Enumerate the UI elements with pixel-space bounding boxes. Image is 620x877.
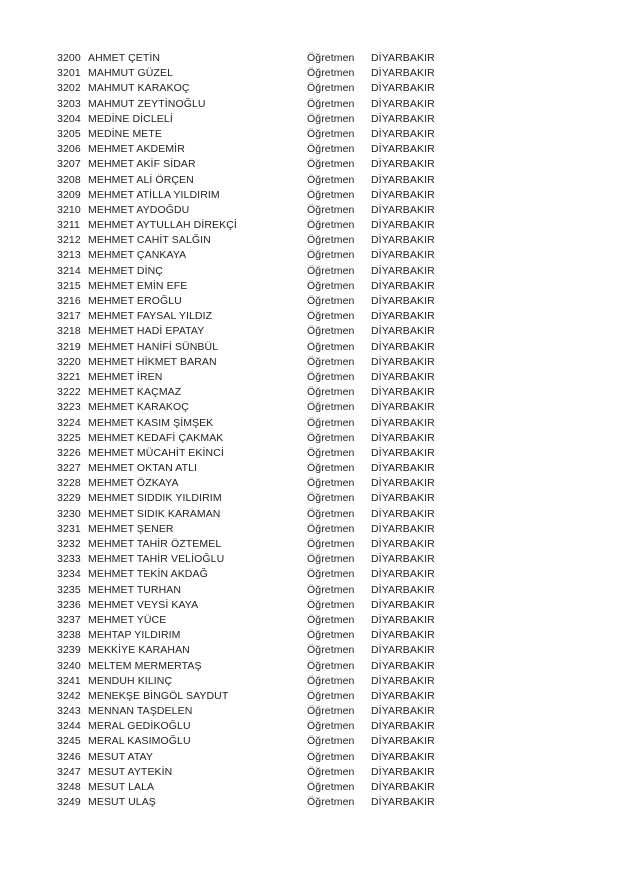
row-name: MESUT AYTEKİN: [88, 765, 173, 778]
list-row: [57, 233, 620, 248]
row-city: DİYARBAKIR: [371, 112, 435, 125]
row-number: 3205: [57, 127, 81, 140]
row-name: MESUT ULAŞ: [88, 796, 156, 809]
list-row: [57, 248, 620, 263]
list-row: [57, 765, 620, 780]
row-city: DİYARBAKIR: [371, 446, 435, 459]
row-name: MEDİNE METE: [88, 127, 163, 140]
row-city: DİYARBAKIR: [371, 67, 435, 80]
row-name: MEHMET SIDIK KARAMAN: [88, 507, 221, 520]
row-role: Öğretmen: [307, 325, 355, 338]
row-role: Öğretmen: [307, 507, 355, 520]
list-row: [57, 370, 620, 385]
row-role: Öğretmen: [307, 188, 355, 201]
row-name: MELTEM MERMERTAŞ: [88, 659, 202, 672]
row-role: Öğretmen: [307, 264, 355, 277]
row-city: DİYARBAKIR: [371, 234, 435, 247]
row-role: Öğretmen: [307, 143, 355, 156]
row-number: 3213: [57, 249, 81, 262]
row-number: 3210: [57, 203, 81, 216]
list-row: [57, 97, 620, 112]
list-row: [57, 309, 620, 324]
row-number: 3246: [57, 750, 81, 763]
row-city: DİYARBAKIR: [371, 507, 435, 520]
row-city: DİYARBAKIR: [371, 613, 435, 626]
list-row: [57, 643, 620, 658]
list-row: [57, 127, 620, 142]
list-row: [57, 491, 620, 506]
row-role: Öğretmen: [307, 796, 355, 809]
row-role: Öğretmen: [307, 401, 355, 414]
list-row: [57, 628, 620, 643]
row-number: 3240: [57, 659, 81, 672]
row-role: Öğretmen: [307, 659, 355, 672]
row-city: DİYARBAKIR: [371, 644, 435, 657]
row-number: 3221: [57, 370, 81, 383]
list-row: [57, 734, 620, 749]
row-role: Öğretmen: [307, 644, 355, 657]
row-city: DİYARBAKIR: [371, 431, 435, 444]
row-name: MEHMET KEDAFİ ÇAKMAK: [88, 431, 224, 444]
row-number: 3206: [57, 143, 81, 156]
row-role: Öğretmen: [307, 583, 355, 596]
row-role: Öğretmen: [307, 735, 355, 748]
row-number: 3225: [57, 431, 81, 444]
row-role: Öğretmen: [307, 67, 355, 80]
row-name: MEHMET TEKİN AKDAĞ: [88, 568, 208, 581]
row-city: DİYARBAKIR: [371, 629, 435, 642]
row-city: DİYARBAKIR: [371, 219, 435, 232]
list-row: [57, 461, 620, 476]
row-number: 3200: [57, 52, 81, 64]
row-name: MEHMET AYDOĞDU: [88, 203, 190, 216]
row-city: DİYARBAKIR: [371, 173, 435, 186]
row-city: DİYARBAKIR: [371, 462, 435, 475]
list-row: [57, 81, 620, 96]
row-city: DİYARBAKIR: [371, 492, 435, 505]
row-city: DİYARBAKIR: [371, 750, 435, 763]
row-city: DİYARBAKIR: [371, 568, 435, 581]
row-role: Öğretmen: [307, 355, 355, 368]
row-number: 3241: [57, 674, 81, 687]
row-city: DİYARBAKIR: [371, 52, 435, 64]
row-name: MEHMET ALİ ÖRÇEN: [88, 173, 194, 186]
row-city: DİYARBAKIR: [371, 796, 435, 809]
row-number: 3235: [57, 583, 81, 596]
list-row: [57, 188, 620, 203]
row-role: Öğretmen: [307, 765, 355, 778]
row-number: 3207: [57, 158, 81, 171]
list-row: [57, 613, 620, 628]
row-number: 3234: [57, 568, 81, 581]
row-role: Öğretmen: [307, 97, 355, 110]
personnel-list: [0, 51, 620, 810]
row-number: 3212: [57, 234, 81, 247]
list-row: [57, 780, 620, 795]
row-role: Öğretmen: [307, 689, 355, 702]
row-role: Öğretmen: [307, 340, 355, 353]
row-number: 3238: [57, 629, 81, 642]
row-number: 3239: [57, 644, 81, 657]
row-name: MAHMUT KARAKOÇ: [88, 82, 190, 95]
list-row: [57, 522, 620, 537]
row-name: MEHMET ATİLLA YILDIRIM: [88, 188, 220, 201]
row-name: MEHMET İREN: [88, 370, 163, 383]
row-role: Öğretmen: [307, 234, 355, 247]
row-name: MEHMET AKDEMİR: [88, 143, 185, 156]
row-city: DİYARBAKIR: [371, 355, 435, 368]
row-name: MEHMET KAÇMAZ: [88, 386, 182, 399]
list-row: [57, 507, 620, 522]
row-role: Öğretmen: [307, 462, 355, 475]
row-number: 3211: [57, 219, 80, 232]
row-role: Öğretmen: [307, 310, 355, 323]
row-city: DİYARBAKIR: [371, 674, 435, 687]
list-row: [57, 66, 620, 81]
list-row: [57, 279, 620, 294]
row-name: MENNAN TAŞDELEN: [88, 705, 193, 718]
row-number: 3242: [57, 689, 81, 702]
list-row: [57, 218, 620, 233]
row-city: DİYARBAKIR: [371, 188, 435, 201]
row-number: 3232: [57, 538, 81, 550]
row-role: Öğretmen: [307, 112, 355, 125]
row-role: Öğretmen: [307, 538, 355, 550]
row-city: DİYARBAKIR: [371, 264, 435, 277]
row-city: DİYARBAKIR: [371, 553, 435, 566]
row-role: Öğretmen: [307, 416, 355, 429]
list-row: [57, 264, 620, 279]
row-number: 3230: [57, 507, 81, 520]
row-role: Öğretmen: [307, 477, 355, 490]
row-name: MEHMET KASIM ŞİMŞEK: [88, 416, 214, 429]
row-name: MEHMET TAHİR VELİOĞLU: [88, 553, 225, 566]
row-city: DİYARBAKIR: [371, 720, 435, 733]
row-number: 3249: [57, 796, 81, 809]
row-name: MEKKİYE KARAHAN: [88, 644, 190, 657]
row-city: DİYARBAKIR: [371, 249, 435, 262]
row-name: MENDUH KILINÇ: [88, 674, 173, 687]
row-role: Öğretmen: [307, 386, 355, 399]
list-row: [57, 203, 620, 218]
row-number: 3216: [57, 295, 81, 307]
row-city: DİYARBAKIR: [371, 143, 435, 156]
row-number: 3245: [57, 735, 81, 748]
list-row: [57, 446, 620, 461]
row-city: DİYARBAKIR: [371, 522, 435, 535]
list-row: [57, 355, 620, 370]
row-name: MEHMET AYTULLAH DİREKÇİ: [88, 219, 237, 232]
row-number: 3236: [57, 598, 81, 611]
row-name: MEHMET YÜCE: [88, 613, 167, 626]
row-city: DİYARBAKIR: [371, 659, 435, 672]
row-number: 3243: [57, 705, 81, 718]
row-role: Öğretmen: [307, 279, 355, 292]
row-name: MAHMUT GÜZEL: [88, 67, 174, 80]
row-name: MEHMET OKTAN ATLI: [88, 462, 198, 475]
row-role: Öğretmen: [307, 52, 355, 64]
list-row: [57, 567, 620, 582]
row-role: Öğretmen: [307, 295, 355, 307]
row-name: MEHMET EMİN EFE: [88, 279, 188, 292]
row-name: MEHMET HİKMET BARAN: [88, 355, 217, 368]
row-number: 3226: [57, 446, 81, 459]
row-name: MEHMET HADİ EPATAY: [88, 325, 205, 338]
row-city: DİYARBAKIR: [371, 310, 435, 323]
row-city: DİYARBAKIR: [371, 401, 435, 414]
row-role: Öğretmen: [307, 553, 355, 566]
list-row: [57, 431, 620, 446]
row-name: MEHMET ŞENER: [88, 522, 174, 535]
row-number: 3237: [57, 613, 81, 626]
row-city: DİYARBAKIR: [371, 97, 435, 110]
row-name: MEHTAP YILDIRIM: [88, 629, 181, 642]
row-city: DİYARBAKIR: [371, 158, 435, 171]
row-number: 3227: [57, 462, 81, 475]
row-name: MEHMET TURHAN: [88, 583, 182, 596]
list-row: [57, 476, 620, 491]
row-name: MEHMET ÖZKAYA: [88, 477, 179, 490]
row-role: Öğretmen: [307, 431, 355, 444]
row-name: MEHMET VEYSİ KAYA: [88, 598, 199, 611]
list-row: [57, 157, 620, 172]
row-role: Öğretmen: [307, 781, 355, 793]
row-city: DİYARBAKIR: [371, 279, 435, 292]
row-number: 3204: [57, 112, 81, 125]
list-row: [57, 704, 620, 719]
list-row: [57, 385, 620, 400]
row-number: 3233: [57, 553, 81, 566]
row-role: Öğretmen: [307, 613, 355, 626]
list-row: [57, 112, 620, 127]
list-row: [57, 400, 620, 415]
row-name: MEHMET DİNÇ: [88, 264, 163, 277]
list-row: [57, 795, 620, 810]
row-name: MESUT LALA: [88, 781, 155, 793]
list-row: [57, 51, 620, 66]
row-name: MESUT ATAY: [88, 750, 153, 763]
row-role: Öğretmen: [307, 720, 355, 733]
row-city: DİYARBAKIR: [371, 203, 435, 216]
row-number: 3223: [57, 401, 81, 414]
row-number: 3229: [57, 492, 81, 505]
row-role: Öğretmen: [307, 249, 355, 262]
row-number: 3219: [57, 340, 81, 353]
row-role: Öğretmen: [307, 158, 355, 171]
row-name: MEHMET MÜCAHİT EKİNCİ: [88, 446, 224, 459]
row-number: 3220: [57, 355, 81, 368]
row-city: DİYARBAKIR: [371, 370, 435, 383]
row-role: Öğretmen: [307, 219, 355, 232]
row-number: 3214: [57, 264, 81, 277]
list-row: [57, 294, 620, 309]
list-row: [57, 674, 620, 689]
row-name: MERAL GEDİKOĞLU: [88, 720, 191, 733]
list-row: [57, 416, 620, 431]
row-number: 3208: [57, 173, 81, 186]
row-number: 3247: [57, 765, 81, 778]
row-city: DİYARBAKIR: [371, 689, 435, 702]
row-number: 3203: [57, 97, 81, 110]
row-number: 3217: [57, 310, 81, 323]
list-row: [57, 142, 620, 157]
row-name: MEHMET KARAKOÇ: [88, 401, 189, 414]
row-role: Öğretmen: [307, 370, 355, 383]
list-row: [57, 598, 620, 613]
row-name: MERAL KASIMOĞLU: [88, 735, 191, 748]
row-name: MEHMET HANİFİ SÜNBÜL: [88, 340, 219, 353]
row-name: MAHMUT ZEYTİNOĞLU: [88, 97, 206, 110]
row-city: DİYARBAKIR: [371, 477, 435, 490]
row-number: 3248: [57, 781, 81, 793]
row-number: 3244: [57, 720, 81, 733]
row-name: MEHMET SIDDIK YILDIRIM: [88, 492, 222, 505]
row-role: Öğretmen: [307, 82, 355, 95]
row-number: 3228: [57, 477, 81, 490]
row-number: 3209: [57, 188, 81, 201]
row-number: 3218: [57, 325, 81, 338]
row-name: MENEKŞE BİNGÖL SAYDUT: [88, 689, 229, 702]
row-name: MEHMET AKİF SİDAR: [88, 158, 196, 171]
row-number: 3202: [57, 82, 81, 95]
list-row: [57, 324, 620, 339]
list-row: [57, 537, 620, 552]
row-city: DİYARBAKIR: [371, 127, 435, 140]
row-role: Öğretmen: [307, 629, 355, 642]
row-city: DİYARBAKIR: [371, 340, 435, 353]
row-name: MEHMET TAHİR ÖZTEMEL: [88, 538, 222, 550]
row-number: 3222: [57, 386, 81, 399]
row-role: Öğretmen: [307, 750, 355, 763]
row-number: 3231: [57, 522, 81, 535]
row-number: 3201: [57, 67, 81, 80]
list-row: [57, 659, 620, 674]
row-role: Öğretmen: [307, 568, 355, 581]
row-city: DİYARBAKIR: [371, 598, 435, 611]
row-name: MEHMET CAHİT SALĞIN: [88, 234, 211, 247]
row-name: MEHMET ÇANKAYA: [88, 249, 187, 262]
list-row: [57, 750, 620, 765]
row-name: MEHMET FAYSAL YILDIZ: [88, 310, 213, 323]
row-role: Öğretmen: [307, 492, 355, 505]
row-city: DİYARBAKIR: [371, 765, 435, 778]
row-city: DİYARBAKIR: [371, 583, 435, 596]
row-role: Öğretmen: [307, 598, 355, 611]
row-city: DİYARBAKIR: [371, 416, 435, 429]
row-city: DİYARBAKIR: [371, 781, 435, 793]
row-city: DİYARBAKIR: [371, 538, 435, 550]
list-row: [57, 552, 620, 567]
row-name: AHMET ÇETİN: [88, 52, 161, 64]
row-name: MEHMET EROĞLU: [88, 295, 182, 307]
row-number: 3215: [57, 279, 81, 292]
row-name: MEDİNE DİCLELİ: [88, 112, 173, 125]
row-role: Öğretmen: [307, 522, 355, 535]
row-city: DİYARBAKIR: [371, 295, 435, 307]
row-city: DİYARBAKIR: [371, 325, 435, 338]
row-role: Öğretmen: [307, 446, 355, 459]
row-number: 3224: [57, 416, 81, 429]
list-row: [57, 173, 620, 188]
row-city: DİYARBAKIR: [371, 735, 435, 748]
row-role: Öğretmen: [307, 705, 355, 718]
row-role: Öğretmen: [307, 674, 355, 687]
list-row: [57, 583, 620, 598]
row-city: DİYARBAKIR: [371, 386, 435, 399]
row-city: DİYARBAKIR: [371, 705, 435, 718]
list-row: [57, 689, 620, 704]
row-role: Öğretmen: [307, 173, 355, 186]
row-city: DİYARBAKIR: [371, 82, 435, 95]
row-role: Öğretmen: [307, 127, 355, 140]
list-row: [57, 340, 620, 355]
row-role: Öğretmen: [307, 203, 355, 216]
list-row: [57, 719, 620, 734]
